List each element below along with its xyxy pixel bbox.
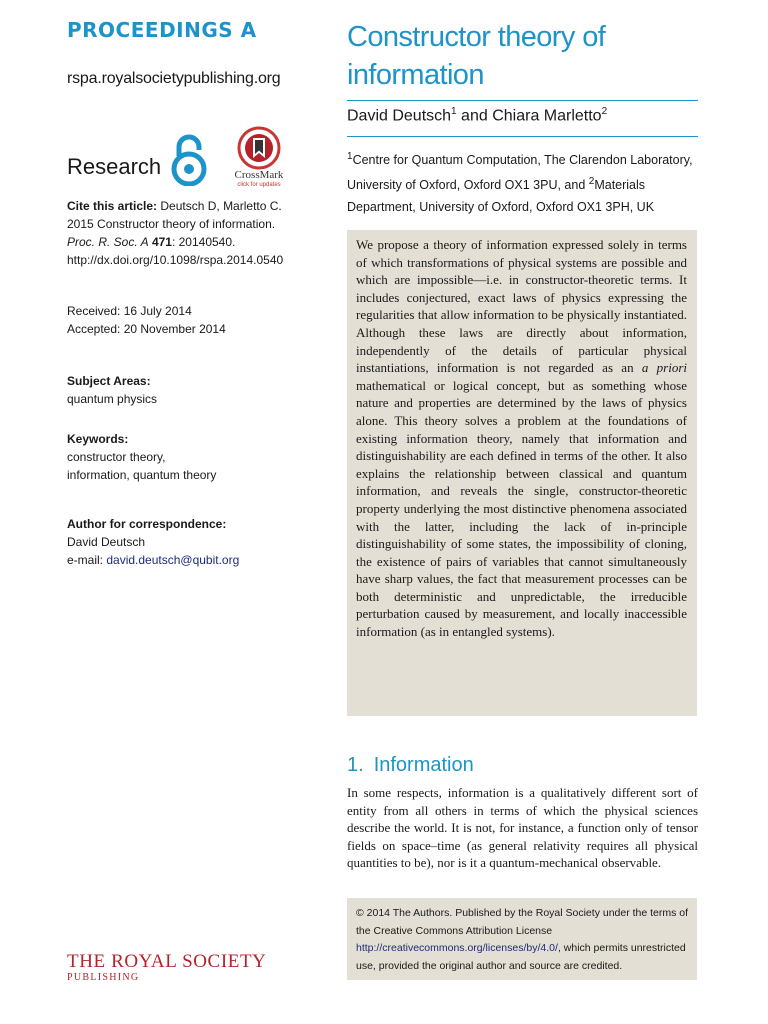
abstract-part: We propose a theory of information expressed solely in terms of which transformations of physical systems are possible and which are impossible—i.e. in constructor-theoretic terms. It includes conjectured, exact laws of physics expressing the regularities that allow information to be physically instantiated. Although these laws are directly about information, independently of the details of particular physical instantiations, information is not regarded as an	[356, 237, 687, 376]
license-text	[356, 905, 691, 975]
license-part: © 2014 The Authors. Published by the Royal Society under the terms of the Creative Commons Attribution License	[356, 907, 689, 937]
license-box	[347, 898, 697, 980]
citation-block	[67, 197, 292, 269]
journal-url-link[interactable]: rspa.royalsocietypublishing.org	[67, 70, 281, 87]
email-link[interactable]: david.deutsch@qubit.org	[106, 553, 240, 567]
keywords-label: Keywords:	[67, 432, 129, 446]
crossmark-sublabel: click for updates	[237, 182, 281, 188]
abstract-italic: a priori	[641, 360, 687, 376]
affiliation-text: Centre for Quantum Computation, The Clarendon Laboratory, University of Oxford, Oxford OX1 3PU, and	[347, 153, 693, 193]
authors-divider	[347, 136, 698, 137]
affiliation-sup: 1	[347, 151, 353, 162]
abstract-text	[356, 236, 687, 641]
email-label: e-mail:	[67, 553, 107, 567]
subject-areas-block	[67, 372, 292, 408]
journal-title: PROCEEDINGS A	[67, 18, 257, 42]
title-divider	[347, 100, 698, 101]
section-title: Information	[373, 754, 474, 776]
author-affil-sup: 1	[451, 106, 457, 117]
correspondence-label: Author for correspondence:	[67, 517, 227, 531]
accepted-date: Accepted: 20 November 2014	[67, 322, 226, 336]
keywords-value: constructor theory, information, quantum theory	[67, 450, 217, 482]
author-name: Chiara Marletto	[492, 107, 602, 125]
correspondence-block	[67, 515, 292, 569]
abstract-part: mathematical or logical concept, but as something whose nature and properties are determined by the laws of physics alone. This theory solves a problem at the foundations of existing information theory, namely that information and distinguishability are each defined in terms of the other. It also explains the relationship between classical and quantum information, and reveals the single, constructor-theoretic property underlying the most distinctive phenomena associated with the latter, including the lack of in-principle distinguishability of some states, the impossibility of cloning, the existence of pairs of variables that cannot simultaneously have sharp values, the fact that measurement processes can be both deterministic and unpredictable, the irreducible perturbation caused by measurement, and locally inaccessible information (as in entangled systems).	[356, 377, 687, 640]
citation-label: Cite this article:	[67, 199, 158, 213]
license-part: , which permits unrestricted use, provided the original author and source are credited.	[356, 942, 686, 972]
subject-areas-value: quantum physics	[67, 392, 158, 406]
open-access-lock-icon[interactable]	[169, 134, 209, 186]
section-type-label: Research	[67, 154, 162, 179]
correspondence-name: David Deutsch	[67, 535, 146, 549]
license-link[interactable]: http://creativecommons.org/licenses/by/4.0/	[356, 942, 558, 955]
royal-society-logo: THE ROYAL SOCIETY	[67, 951, 267, 972]
subject-areas-label: Subject Areas:	[67, 374, 151, 388]
affiliation-sup: 2	[588, 176, 595, 188]
affiliations	[347, 146, 697, 218]
crossmark-label: CrossMark	[234, 169, 284, 181]
author-affil-sup: 2	[601, 106, 608, 117]
crossmark-icon[interactable]	[226, 126, 292, 192]
abstract-box	[347, 230, 697, 716]
affiliation-text: Materials Department, University of Oxford, Oxford OX1 3PH, UK	[347, 178, 655, 215]
section-number: 1.	[347, 754, 364, 776]
royal-society-logo-sub: PUBLISHING	[67, 972, 140, 983]
author-list	[347, 106, 607, 125]
body-paragraph: In some respects, information is a qualitatively different sort of entity from all others in terms of which the physical sciences describe the world. It is not, for instance, a function only of tensor fields on space–time (as general relativity requires all physical quantities to be), nor is it a quantum-mechanical observable.	[347, 785, 698, 871]
author-name: David Deutsch	[347, 107, 452, 125]
citation-doi-link[interactable]: http://dx.doi.org/10.1098/rspa.2014.0540	[67, 253, 284, 267]
received-date: Received: 16 July 2014	[67, 304, 192, 318]
citation-journal: Proc. R. Soc. A	[67, 235, 149, 249]
keywords-block	[67, 430, 227, 484]
citation-article: : 20140540.	[171, 235, 236, 249]
paper-title: Constructor theory of information	[347, 21, 606, 91]
citation-volume: 471	[151, 235, 172, 249]
citation-text: Deutsch D, Marletto C. 2015 Constructor theory of information.	[67, 199, 282, 231]
dates-block	[67, 302, 292, 338]
author-conjunction: and	[456, 107, 493, 125]
section-heading	[347, 754, 474, 777]
